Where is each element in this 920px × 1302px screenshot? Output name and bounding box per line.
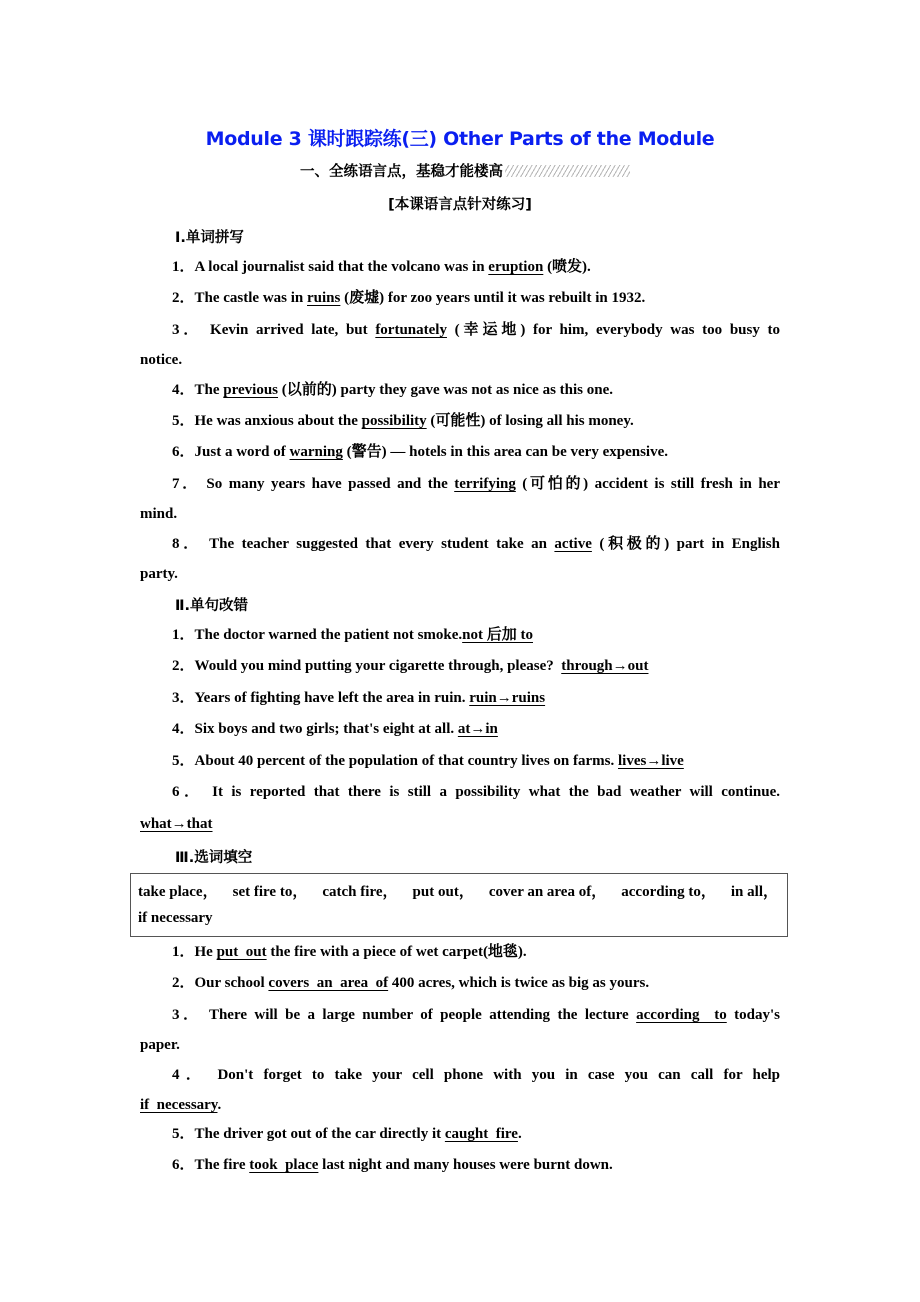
question-3-5 [140,1124,780,1144]
word-option: catch fire， [322,884,398,900]
question-2-3 [140,688,780,708]
q-number: 5． [172,1126,195,1142]
word-option: according to， [621,884,716,900]
q-text: There will be a large number of people attending the lecture [208,1007,637,1023]
answer: caught fire [444,1126,518,1142]
q-text: (警告) — hotels in this area can be very expensive. [342,444,668,460]
answer: according to [636,1007,727,1023]
answer: ruins [307,290,341,306]
section-heading [300,160,630,181]
word-option: cover an area of， [488,884,607,900]
q-number: 6． [172,784,204,800]
q-text: The [194,382,224,398]
q-text: (可能性) of losing all his money. [426,413,634,429]
q-text: The teacher suggested that every student take an [209,536,555,552]
question-2-1 [140,625,780,645]
q-text: 400 acres, which is twice as big as yours. [388,975,650,991]
q-text: (积极的) part in English [591,536,780,552]
q-number: 3． [172,690,195,706]
q-number: 7． [172,476,200,492]
answer: what→that [140,816,213,832]
hatch-decoration [505,165,630,177]
q-text: It is reported that there is still a possibility what the bad weather will continue. [212,784,780,800]
q-number: 2． [172,290,195,306]
answer: fortunately [375,322,447,338]
section-subheading: [本课语言点针对练习] [388,197,532,213]
q-text: (喷发). [543,259,591,275]
question-3-6 [140,1155,780,1175]
q-text: He was anxious about the [194,413,362,429]
answer: if necessary [140,1097,218,1113]
answer: lives→live [618,753,684,769]
q-text: (可怕的) accident is still fresh in her [515,476,780,492]
q-number: 6． [172,1157,195,1173]
answer: warning [289,444,343,460]
word-option: take place， [138,884,218,900]
answer: possibility [361,413,427,429]
q-text: (幸运地) for him, everybody was too busy to [446,322,781,338]
answer: covers an area of [268,975,389,991]
q-text: Just a word of [194,444,290,460]
answer: previous [223,382,279,398]
question-1-8-cont: party. [140,566,178,582]
q-number: 3． [172,322,203,338]
q-number: 5． [172,413,195,429]
q-text: Don't forget to take your cell phone with you in case you can call for help [217,1067,780,1083]
answer: eruption [488,259,544,275]
section3-heading: Ⅲ.选词填空 [175,850,253,866]
question-1-4 [140,380,780,400]
word-option: set fire to， [232,884,308,900]
answer: at→in [457,721,498,737]
answer: took place [249,1157,319,1173]
q-text: Kevin arrived late, but [210,322,376,338]
question-1-3-cont: notice. [140,352,183,368]
q-number: 3． [172,1007,202,1023]
question-3-3-cont: paper. [140,1037,180,1053]
q-number: 8． [172,536,202,552]
question-2-5 [140,751,780,771]
q-text: The fire [194,1157,250,1173]
q-text: today's [726,1007,780,1023]
answer: put out [216,944,267,960]
q-number: 1． [172,627,195,643]
question-3-4-cont [140,1095,780,1115]
q-text: Would you mind putting your cigarette through, please? [194,658,562,674]
section2-heading: Ⅱ.单句改错 [175,598,249,614]
answer: active [554,536,592,552]
q-number: 2． [172,975,195,991]
q-text: Six boys and two girls; that's eight at all. [194,721,458,737]
question-3-3 [140,1005,780,1025]
question-2-6-answer [140,814,780,834]
section1-heading: Ⅰ.单词拼写 [175,230,244,246]
q-text: Our school [194,975,269,991]
question-1-3 [140,320,780,340]
q-text: . [517,1126,522,1142]
answer: through→out [561,658,649,674]
q-number: 2． [172,658,195,674]
q-text: He [194,944,217,960]
q-number: 5． [172,753,195,769]
question-3-4 [140,1065,780,1085]
question-1-7-cont: mind. [140,506,178,522]
q-text: The doctor warned the patient not smoke. [194,627,463,643]
question-3-2 [140,973,780,993]
q-text: (以前的) party they gave was not as nice as this one. [278,382,614,398]
q-text: About 40 percent of the population of that country lives on farms. [194,753,618,769]
q-text: A local journalist said that the volcano was in [194,259,489,275]
word-option: if necessary [138,910,213,926]
word-box-line-1 [138,880,778,901]
question-2-6 [140,782,780,802]
question-1-1 [140,257,780,277]
q-text: . [217,1097,222,1113]
answer: ruin→ruins [469,690,546,706]
question-1-5 [140,411,780,431]
q-text: The driver got out of the car directly it [194,1126,445,1142]
q-number: 4． [172,382,195,398]
q-text: Years of fighting have left the area in ruin. [194,690,470,706]
answer: not 后加 to [462,627,533,643]
q-text: So many years have passed and the [206,476,455,492]
q-text: The castle was in [194,290,308,306]
q-number: 6． [172,444,195,460]
question-1-7 [140,474,780,494]
word-box-line-2 [138,910,213,927]
question-1-2 [140,288,780,308]
q-number: 4． [172,1067,208,1083]
question-2-4 [140,719,780,739]
q-text: the fire with a piece of wet carpet(地毯). [266,944,527,960]
q-number: 1． [172,259,195,275]
page-title: Module 3 课时跟踪练(三) Other Parts of the Module [205,128,715,150]
q-number: 4． [172,721,195,737]
word-option: in all， [730,884,778,900]
q-text: last night and many houses were burnt down. [318,1157,613,1173]
question-1-8 [140,534,780,554]
question-3-1 [140,942,780,962]
answer: terrifying [454,476,516,492]
word-option: put out， [412,884,474,900]
question-2-2 [140,656,780,676]
q-number: 1． [172,944,195,960]
question-1-6 [140,442,780,462]
q-text: (废墟) for zoo years until it was rebuilt in 1932. [340,290,646,306]
section-heading-text: 一、全练语言点，基稳才能楼高 [300,164,503,180]
